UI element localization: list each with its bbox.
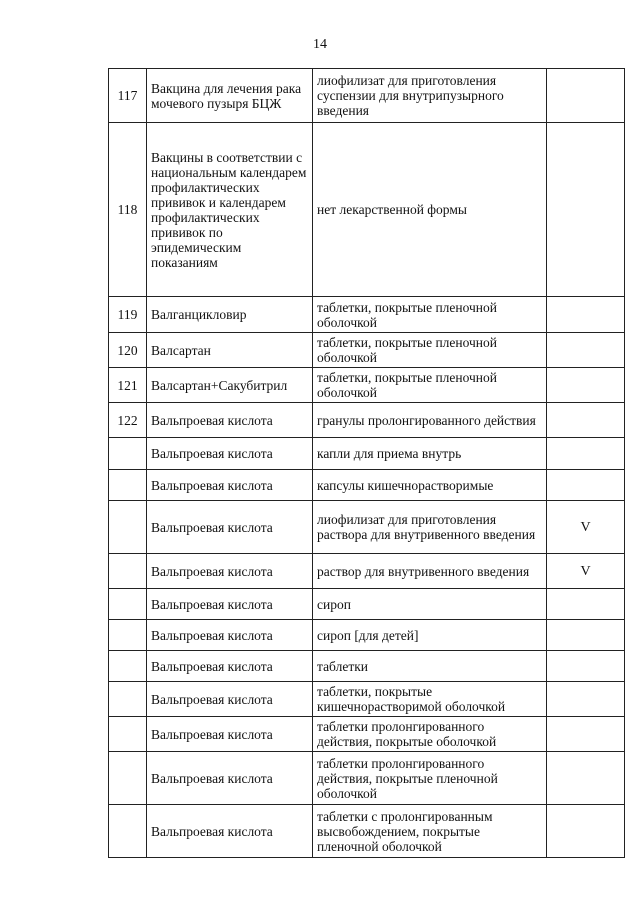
row-number: 119: [109, 297, 147, 333]
drug-name: Вальпроевая кислота: [147, 554, 313, 589]
row-number: 118: [109, 123, 147, 297]
table-row: [109, 297, 625, 333]
drug-table: [108, 68, 625, 858]
table-row: [109, 589, 625, 620]
row-number: [109, 752, 147, 805]
mark-cell: [547, 69, 625, 123]
row-number: [109, 501, 147, 554]
dosage-form: раствор для внутривенного введения: [313, 554, 547, 589]
table-row: [109, 123, 625, 297]
mark-cell: [547, 589, 625, 620]
row-number: [109, 651, 147, 682]
table-row: [109, 651, 625, 682]
mark-cell: V: [547, 554, 625, 589]
dosage-form: таблетки с пролонгированным высвобождением, покрытые пленочной оболочкой: [313, 805, 547, 858]
mark-cell: [547, 403, 625, 438]
mark-cell: [547, 297, 625, 333]
row-number: [109, 470, 147, 501]
table-row: [109, 333, 625, 368]
drug-name: Вальпроевая кислота: [147, 470, 313, 501]
table-row: [109, 470, 625, 501]
table-row: [109, 554, 625, 589]
dosage-form: лиофилизат для приготовления раствора для внутривенного введения: [313, 501, 547, 554]
dosage-form: таблетки, покрытые пленочной оболочкой: [313, 297, 547, 333]
table-row: [109, 752, 625, 805]
mark-cell: [547, 620, 625, 651]
dosage-form: гранулы пролонгированного действия: [313, 403, 547, 438]
mark-cell: [547, 682, 625, 717]
table-row: [109, 805, 625, 858]
dosage-form: капсулы кишечнорастворимые: [313, 470, 547, 501]
row-number: [109, 717, 147, 752]
dosage-form: сироп [для детей]: [313, 620, 547, 651]
dosage-form: нет лекарственной формы: [313, 123, 547, 297]
row-number: [109, 554, 147, 589]
drug-name: Вальпроевая кислота: [147, 501, 313, 554]
drug-name: Валсартан+Сакубитрил: [147, 368, 313, 403]
dosage-form: таблетки, покрытые пленочной оболочкой: [313, 368, 547, 403]
dosage-form: сироп: [313, 589, 547, 620]
table-row: [109, 717, 625, 752]
dosage-form: таблетки: [313, 651, 547, 682]
drug-name: Валсартан: [147, 333, 313, 368]
dosage-form: таблетки, покрытые кишечнорастворимой оболочкой: [313, 682, 547, 717]
table-row: [109, 368, 625, 403]
row-number: [109, 438, 147, 470]
drug-name: Вальпроевая кислота: [147, 752, 313, 805]
drug-name: Вальпроевая кислота: [147, 805, 313, 858]
drug-name: Вальпроевая кислота: [147, 403, 313, 438]
table-row: [109, 403, 625, 438]
mark-cell: [547, 438, 625, 470]
mark-cell: [547, 470, 625, 501]
dosage-form: таблетки пролонгированного действия, покрытые оболочкой: [313, 717, 547, 752]
drug-name: Вакцина для лечения рака мочевого пузыря БЦЖ: [147, 69, 313, 123]
table-row: [109, 620, 625, 651]
mark-cell: V: [547, 501, 625, 554]
dosage-form: таблетки пролонгированного действия, покрытые пленочной оболочкой: [313, 752, 547, 805]
mark-cell: [547, 333, 625, 368]
mark-cell: [547, 651, 625, 682]
drug-name: Вальпроевая кислота: [147, 717, 313, 752]
drug-name: Валганцикловир: [147, 297, 313, 333]
drug-name: Вальпроевая кислота: [147, 651, 313, 682]
table-row: [109, 438, 625, 470]
row-number: [109, 620, 147, 651]
row-number: 117: [109, 69, 147, 123]
mark-cell: [547, 752, 625, 805]
drug-name: Вальпроевая кислота: [147, 682, 313, 717]
dosage-form: таблетки, покрытые пленочной оболочкой: [313, 333, 547, 368]
drug-name: Вальпроевая кислота: [147, 620, 313, 651]
mark-cell: [547, 368, 625, 403]
table-row: [109, 69, 625, 123]
table-row: [109, 682, 625, 717]
drug-name: Вакцины в соответствии с национальным календарем профилактических прививок и календарем профилактических прививок по эпидемическим показаниям: [147, 123, 313, 297]
row-number: [109, 589, 147, 620]
page-number: 14: [313, 37, 327, 52]
row-number: 120: [109, 333, 147, 368]
row-number: [109, 805, 147, 858]
drug-name: Вальпроевая кислота: [147, 589, 313, 620]
drug-name: Вальпроевая кислота: [147, 438, 313, 470]
row-number: 122: [109, 403, 147, 438]
row-number: [109, 682, 147, 717]
dosage-form: лиофилизат для приготовления суспензии для внутрипузырного введения: [313, 69, 547, 123]
mark-cell: [547, 717, 625, 752]
row-number: 121: [109, 368, 147, 403]
mark-cell: [547, 805, 625, 858]
mark-cell: [547, 123, 625, 297]
table-row: [109, 501, 625, 554]
dosage-form: капли для приема внутрь: [313, 438, 547, 470]
